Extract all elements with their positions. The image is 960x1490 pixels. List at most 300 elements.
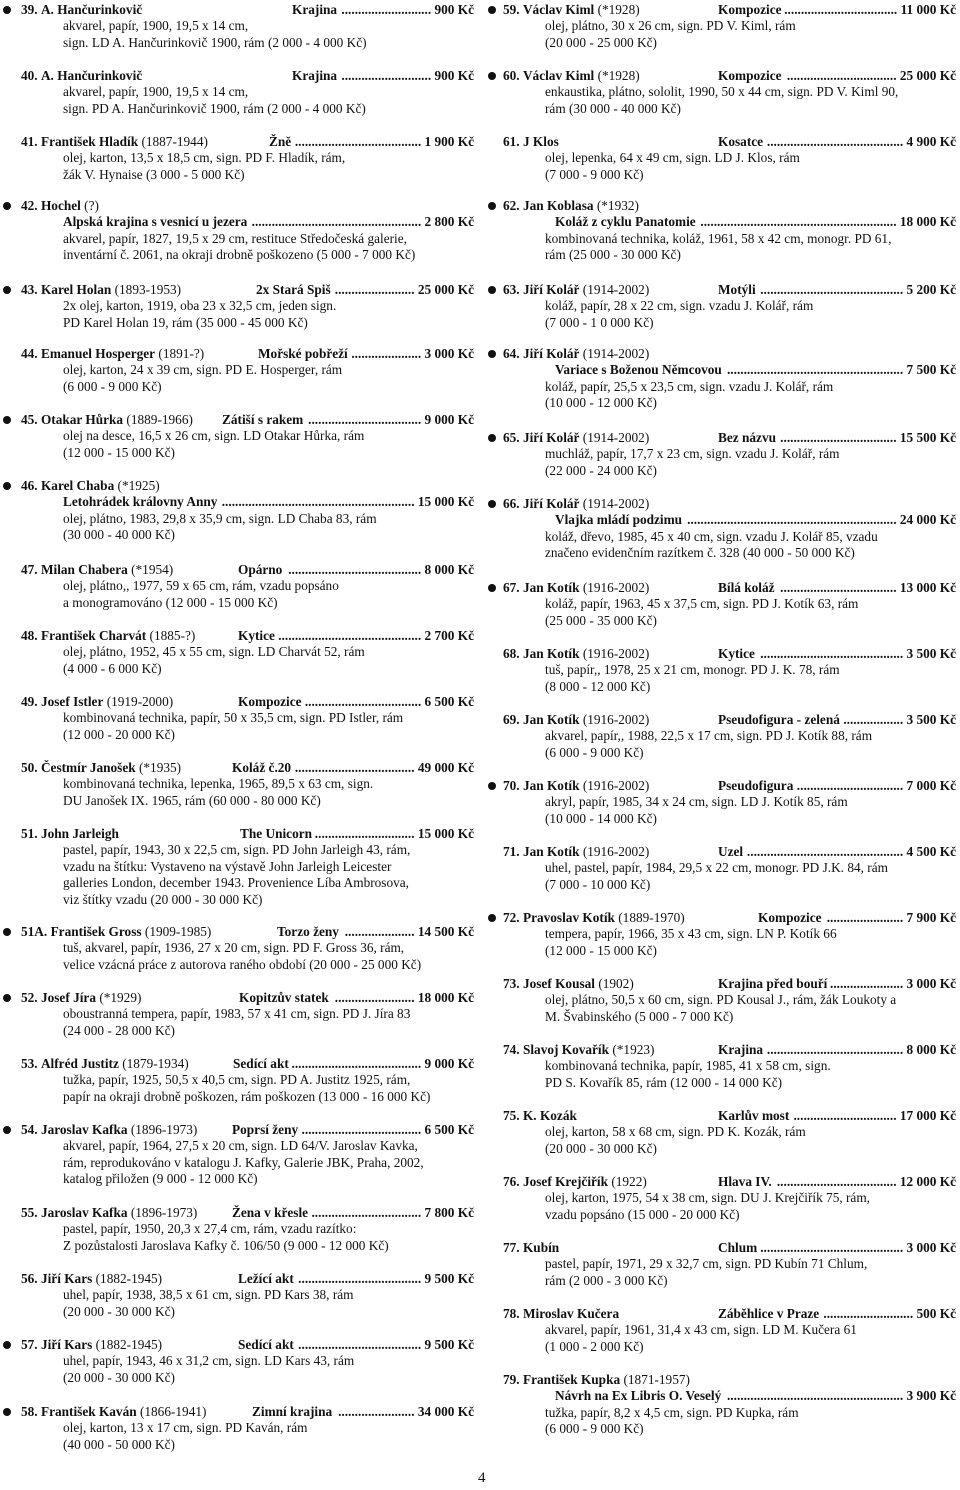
artist-dates: (1922): [611, 1174, 647, 1189]
lot-number: 51.: [21, 826, 38, 841]
leader-dots: ...................................: [304, 694, 422, 709]
starting-price: 8 000 Kč: [906, 1042, 956, 1057]
entry-heading: [0, 1056, 478, 1072]
description-line: papír na okraji drobně poškozen, rám poškozen (13 000 - 16 000 Kč): [63, 1088, 431, 1104]
description-line: katalog přiložen (9 000 - 12 000 Kč): [63, 1171, 258, 1187]
description-line: olej, lepenka, 64 x 49 cm, sign. LD J. Klos, rám: [545, 150, 800, 166]
artist-dates: (*1935): [138, 760, 182, 775]
catalog-entry: [486, 2, 960, 51]
catalog-entry: [486, 1240, 960, 1289]
artwork-description: [545, 446, 956, 479]
catalog-entry: [486, 1174, 960, 1223]
artist-dates: (1914-2002): [582, 430, 650, 445]
entry-heading: [486, 844, 960, 860]
artist-dates: (1871-1957): [623, 1372, 690, 1387]
leader-dots: .......................: [338, 1404, 415, 1419]
artist-name: Jiří Kolář: [522, 346, 580, 361]
entry-heading: [0, 346, 478, 362]
leader-dots: .........................................: [766, 1042, 904, 1057]
starting-price: 7 000 Kč: [906, 778, 956, 793]
catalog-entry: [0, 826, 478, 908]
artwork-title: Koláž z cyklu Panatomie: [555, 214, 696, 230]
catalog-entry: [486, 496, 960, 562]
catalog-entry: [0, 924, 478, 973]
lot-number: 78.: [503, 1306, 520, 1321]
entry-heading: [0, 282, 478, 298]
description-line: 2x olej, karton, 1919, oba 23 x 32,5 cm, jeden sign.: [63, 298, 337, 314]
artwork-description: [63, 1138, 474, 1187]
entry-heading: [0, 2, 478, 18]
entry-heading: [0, 1337, 478, 1353]
entry-heading: [486, 430, 960, 446]
artwork-description: [63, 231, 474, 264]
artwork-description: [545, 298, 956, 331]
starting-price: 6 500 Kč: [424, 1122, 474, 1137]
starting-price: 7 900 Kč: [906, 910, 956, 925]
leader-dots: .....................................................: [726, 1388, 904, 1404]
artist-name: František Hladík: [40, 134, 139, 149]
artwork-description: [545, 728, 956, 761]
artist-name: A. Hančurinkovič: [40, 2, 143, 17]
starting-price: 3 500 Kč: [906, 646, 956, 661]
artwork-description: [63, 362, 474, 395]
artwork-description: [545, 794, 956, 827]
artist-dates: (1889-1966): [126, 412, 193, 427]
catalog-entry: [0, 562, 478, 611]
description-line: olej, plátno, 30 x 26 cm, sign. PD V. Kiml, rám: [545, 18, 796, 34]
starting-price: 1 900 Kč: [424, 134, 474, 149]
lot-number: 52.: [21, 990, 38, 1005]
description-line: koláž, papír, 25,5 x 23,5 cm, sign. vzadu J. Kolář, rám: [545, 378, 834, 394]
artwork-description: [545, 379, 956, 412]
catalog-entry: [486, 910, 960, 959]
description-line: olej, karton, 58 x 68 cm, sign. PD K. Kozák, rám: [545, 1124, 806, 1140]
leader-dots: ..................................: [308, 412, 422, 427]
entry-heading: [0, 694, 478, 710]
artist-name: Václav Kiml: [522, 2, 595, 17]
artwork-title: The Unicorn: [240, 826, 313, 841]
artwork-description: [545, 992, 956, 1025]
artist-name: František Charvát: [40, 628, 147, 643]
lot-number: 73.: [503, 976, 520, 991]
catalog-entry: [486, 646, 960, 695]
lot-number: 43.: [21, 282, 38, 297]
lot-number: 41.: [21, 134, 38, 149]
starting-price: 900 Kč: [434, 2, 474, 17]
artwork-title: Žena v křesle: [232, 1205, 309, 1220]
description-line: rám (2 000 - 3 000 Kč): [545, 1272, 668, 1288]
lot-number: 40.: [21, 68, 38, 83]
description-line: Z pozůstalosti Jaroslava Kafky č. 106/50 (9 000 - 12 000 Kč): [63, 1237, 389, 1253]
leader-dots: ...................................: [780, 580, 897, 595]
artwork-description: [545, 860, 956, 893]
artist-name: Jiří Kolář: [522, 430, 580, 445]
catalog-entry: [0, 1205, 478, 1254]
description-line: akvarel, papír, 1827, 19,5 x 29 cm, restituce Středočeská galerie,: [63, 230, 407, 246]
artist-name: Alfréd Justitz: [40, 1056, 119, 1071]
artwork-title: Ležící akt: [238, 1271, 294, 1286]
description-line: kombinovaná technika, koláž, 1961, 58 x 42 cm, monogr. PD 61,: [545, 230, 892, 246]
leader-dots: .................................: [786, 68, 897, 83]
artwork-description: [545, 596, 956, 629]
artwork-title: Kompozice: [758, 910, 822, 925]
artist-dates: (1893-1953): [114, 282, 182, 297]
artwork-title: Sedící akt: [238, 1337, 294, 1352]
artist-dates: (1882-1945): [95, 1337, 163, 1352]
artist-name: Jiří Kolář: [522, 496, 580, 511]
description-line: tužka, papír, 1925, 50,5 x 40,5 cm, sign. PD A. Justitz 1925, rám,: [63, 1072, 411, 1088]
leader-dots: .......................................: [291, 1056, 422, 1071]
starting-price: 18 000 Kč: [417, 990, 474, 1005]
catalog-entry: [486, 778, 960, 827]
page-number: 4: [478, 1470, 486, 1486]
leader-dots: ......................: [830, 976, 904, 991]
artwork-description: [63, 578, 474, 611]
description-line: kombinovaná technika, papír, 50 x 35,5 cm, sign. PD Istler, rám: [63, 710, 404, 726]
artwork-description: [63, 84, 474, 117]
description-line: (6 000 - 9 000 Kč): [545, 744, 644, 760]
leader-dots: ........................: [334, 990, 415, 1005]
artwork-description: [63, 1353, 474, 1386]
artwork-title: Kompozice: [718, 68, 782, 83]
description-line: olej na desce, 16,5 x 26 cm, sign. LD Otakar Hůrka, rám: [63, 428, 365, 444]
artist-name: Jaroslav Kafka: [40, 1122, 128, 1137]
catalog-entry: [0, 198, 478, 264]
leader-dots: ..........................................................: [221, 494, 415, 510]
lot-number: 58.: [21, 1404, 38, 1419]
lot-number: 45.: [21, 412, 38, 427]
description-line: koláž, dřevo, 1985, 45 x 40 cm, sign. vzadu J. Kolář 85, vzadu: [545, 528, 878, 544]
artist-dates: (*1954): [131, 562, 174, 577]
entry-heading: [486, 976, 960, 992]
catalog-entry: [486, 1372, 960, 1438]
description-line: rám (30 000 - 40 000 Kč): [545, 100, 681, 116]
starting-price: 9 500 Kč: [424, 1337, 474, 1352]
starting-price: 2 800 Kč: [424, 214, 474, 230]
artwork-description: [545, 231, 956, 264]
artwork-title: Kosatce: [718, 134, 764, 149]
description-line: akvarel, papír, 1961, 31,4 x 43 cm, sign. LD M. Kučera 61: [545, 1322, 857, 1338]
description-line: tempera, papír, 1966, 35 x 43 cm, sign. LN P. Kotík 66: [545, 926, 837, 942]
description-line: DU Janošek IX. 1965, rám (60 000 - 80 000 Kč): [63, 792, 321, 808]
entry-heading: [486, 580, 960, 596]
description-line: kombinovaná technika, lepenka, 1965, 89,5 x 63 cm, sign.: [63, 776, 374, 792]
starting-price: 9 500 Kč: [424, 1271, 474, 1286]
artwork-title: Mořské pobřeží: [258, 346, 348, 361]
description-line: olej, plátno, 50,5 x 60 cm, sign. PD Kousal J., rám, žák Loukoty a: [545, 992, 897, 1008]
artwork-description: [63, 18, 474, 51]
leader-dots: ...........................................................: [700, 214, 897, 230]
leader-dots: .....................................: [298, 1271, 422, 1286]
description-line: olej, plátno, 1983, 29,8 x 35,9 cm, sign. LD Chaba 83, rám: [63, 510, 377, 526]
catalog-entry: [0, 1056, 478, 1105]
artwork-description: [545, 1190, 956, 1223]
leader-dots: ........................................: [288, 562, 422, 577]
entry-heading: [0, 134, 478, 150]
catalog-entry: [0, 760, 478, 809]
description-line: (6 000 - 9 000 Kč): [63, 378, 162, 394]
description-line: akvarel, papír, 1900, 19,5 x 14 cm,: [63, 18, 249, 34]
description-line: PD S. Kovařík 85, rám (12 000 - 14 000 Kč): [545, 1074, 783, 1090]
artist-name: J Klos: [522, 134, 559, 149]
artwork-title: Krajina: [718, 1042, 764, 1057]
starting-price: 15 500 Kč: [899, 430, 956, 445]
artwork-description: [63, 150, 474, 183]
description-line: olej, plátno,, 1977, 59 x 65 cm, rám, vzadu popsáno: [63, 578, 339, 594]
artwork-title: Letohrádek královny Anny: [63, 494, 218, 510]
entry-heading: [486, 1372, 960, 1388]
artist-name: Josef Krejčiřík: [522, 1174, 608, 1189]
artwork-description: [545, 150, 956, 183]
artist-dates: (1896-1973): [130, 1205, 198, 1220]
description-line: žák V. Hynaise (3 000 - 5 000 Kč): [63, 166, 245, 182]
lot-number: 47.: [21, 562, 38, 577]
entry-heading: [486, 1108, 960, 1124]
artist-dates: (1914-2002): [582, 496, 650, 511]
artwork-title: Vlajka mládí podzimu: [555, 512, 683, 528]
artist-dates: (*1923): [612, 1042, 655, 1057]
starting-price: 49 000 Kč: [417, 760, 474, 775]
description-line: olej, karton, 1975, 54 x 38 cm, sign. DU J. Krejčiřík 75, rám,: [545, 1190, 870, 1206]
artist-dates: (1879-1934): [122, 1056, 189, 1071]
artwork-title: Krajina: [292, 68, 338, 83]
artist-dates: (1866-1941): [139, 1404, 207, 1419]
description-line: (6 000 - 9 000 Kč): [545, 1421, 644, 1437]
description-line: (7 000 - 10 000 Kč): [545, 876, 651, 892]
entry-heading: [486, 1240, 960, 1256]
catalog-entry: [486, 1042, 960, 1091]
leader-dots: ...................................: [780, 430, 897, 445]
lot-number: 66.: [503, 496, 520, 511]
entry-heading: [0, 1404, 478, 1420]
artist-name: Pravoslav Kotík: [522, 910, 615, 925]
leader-dots: ....................................: [301, 1122, 422, 1137]
entry-heading: [0, 628, 478, 644]
artist-dates: (1916-2002): [582, 712, 650, 727]
artist-dates: (1882-1945): [95, 1271, 163, 1286]
starting-price: 18 000 Kč: [899, 214, 956, 230]
artwork-title: Pseudofigura - zelená: [718, 712, 840, 727]
description-line: kombinovaná technika, papír, 1985, 41 x 58 cm, sign.: [545, 1058, 831, 1074]
description-line: velice vzácná práce z autorova raného období (20 000 - 25 000 Kč): [63, 956, 422, 972]
artist-name: František Gross: [50, 924, 142, 939]
artist-dates: (1916-2002): [582, 580, 650, 595]
artist-dates: (*1929): [99, 990, 142, 1005]
artwork-description: [545, 1058, 956, 1091]
artwork-description: [545, 529, 956, 562]
description-line: olej, karton, 24 x 39 cm, sign. PD E. Hosperger, rám: [63, 362, 343, 378]
lot-number: 55.: [21, 1205, 38, 1220]
entry-heading: [486, 346, 960, 362]
artist-dates: (*1925): [117, 478, 160, 493]
lot-number: 76.: [503, 1174, 520, 1189]
artwork-title: Krajina: [292, 2, 338, 17]
artist-dates: (?): [84, 198, 99, 213]
description-line: (40 000 - 50 000 Kč): [63, 1436, 175, 1452]
leader-dots: .....................................: [298, 1337, 422, 1352]
starting-price: 500 Kč: [916, 1306, 956, 1321]
lot-number: 64.: [503, 346, 520, 361]
lot-number: 75.: [503, 1108, 520, 1123]
description-line: (1 000 - 2 000 Kč): [545, 1338, 644, 1354]
entry-heading: [0, 760, 478, 776]
artwork-description: [63, 842, 474, 908]
artist-name: Jan Koblasa: [522, 198, 594, 213]
starting-price: 11 000 Kč: [900, 2, 956, 17]
artwork-title: Uzel: [718, 844, 744, 859]
artist-name: Slavoj Kovařík: [522, 1042, 610, 1057]
description-line: (12 000 - 20 000 Kč): [63, 726, 175, 742]
entry-heading: [486, 1042, 960, 1058]
artwork-title: Bílá koláž: [718, 580, 775, 595]
artwork-title: Bez názvu: [718, 430, 776, 445]
artist-name: Čestmír Janošek: [40, 760, 136, 775]
description-line: akryl, papír, 1985, 34 x 24 cm, sign. LD J. Kotík 85, rám: [545, 794, 848, 810]
entry-heading: [486, 1174, 960, 1190]
artist-name: Jan Kotík: [522, 778, 580, 793]
starting-price: 4 900 Kč: [906, 134, 956, 149]
catalog-entry: [486, 844, 960, 893]
artist-name: František Kupka: [522, 1372, 621, 1387]
catalog-entry: [486, 1108, 960, 1157]
starting-price: 25 000 Kč: [417, 282, 474, 297]
artist-name: Jan Kotík: [522, 844, 580, 859]
artwork-title: Žně: [269, 134, 292, 149]
starting-price: 9 000 Kč: [424, 412, 474, 427]
leader-dots: ................................: [796, 778, 904, 793]
lot-number: 63.: [503, 282, 520, 297]
description-line: (20 000 - 30 000 Kč): [545, 1140, 657, 1156]
catalog-entry: [486, 430, 960, 479]
entry-heading: [0, 562, 478, 578]
artwork-description: [63, 1006, 474, 1039]
entry-heading: [486, 2, 960, 18]
artist-name: Jiří Kars: [40, 1271, 93, 1286]
catalog-entry: [0, 694, 478, 743]
entry-heading: [486, 496, 960, 512]
leader-dots: ...............................................: [746, 844, 904, 859]
starting-price: 3 000 Kč: [906, 1240, 956, 1255]
description-line: (12 000 - 15 000 Kč): [545, 942, 657, 958]
description-line: (8 000 - 12 000 Kč): [545, 678, 651, 694]
starting-price: 4 500 Kč: [906, 844, 956, 859]
leader-dots: ...........................................: [760, 1240, 904, 1255]
description-line: M. Švabinského (5 000 - 7 000 Kč): [545, 1008, 734, 1024]
starting-price: 24 000 Kč: [899, 512, 956, 528]
description-line: (30 000 - 40 000 Kč): [63, 527, 175, 543]
entry-heading: [486, 1306, 960, 1322]
artwork-description: [63, 776, 474, 809]
starting-price: 15 000 Kč: [417, 494, 474, 510]
artist-name: Jaroslav Kafka: [40, 1205, 128, 1220]
description-line: (7 000 - 9 000 Kč): [545, 166, 644, 182]
artwork-title: Zátiší s rakem: [222, 412, 304, 427]
entry-heading: [0, 924, 478, 940]
artwork-title: Kytice: [718, 646, 755, 661]
catalog-entry: [0, 2, 478, 51]
catalog-entry: [486, 282, 960, 331]
description-line: koláž, papír, 28 x 22 cm, sign. vzadu J. Kolář, rám: [545, 298, 814, 314]
description-line: (20 000 - 30 000 Kč): [63, 1369, 175, 1385]
leader-dots: ...........................................: [760, 282, 904, 297]
artist-dates: (1891-?): [158, 346, 205, 361]
lot-number: 67.: [503, 580, 520, 595]
lot-number: 46.: [21, 478, 38, 493]
description-line: akvarel, papír, 1964, 27,5 x 20 cm, sign. LD 64/V. Jaroslav Kavka,: [63, 1138, 418, 1154]
starting-price: 9 000 Kč: [424, 1056, 474, 1071]
description-line: pastel, papír, 1950, 20,3 x 27,4 cm, rám, vzadu razítko:: [63, 1221, 357, 1237]
artwork-description: [63, 1221, 474, 1254]
description-line: muchláž, papír, 17,7 x 23 cm, sign. vzadu J. Kolář, rám: [545, 446, 840, 462]
artwork-title: Alpská krajina s vesnicí u jezera: [63, 214, 248, 230]
catalog-entry: [0, 412, 478, 461]
catalog-entry: [486, 68, 960, 117]
description-line: akvarel, papír, 1900, 19,5 x 14 cm,: [63, 84, 249, 100]
description-line: (4 000 - 6 000 Kč): [63, 660, 162, 676]
lot-number: 39.: [21, 2, 38, 17]
artwork-description: [545, 1256, 956, 1289]
entry-heading: [0, 826, 478, 842]
artwork-title: 2x Stará Spiš: [256, 282, 331, 297]
description-line: oboustranná tempera, papír, 1983, 57 x 41 cm, sign. PD J. Jíra 83: [63, 1006, 411, 1022]
catalog-entry: [486, 712, 960, 761]
artist-dates: (1916-2002): [582, 844, 650, 859]
description-line: olej, karton, 13,5 x 18,5 cm, sign. PD F. Hladík, rám,: [63, 150, 346, 166]
description-line: sign. PD A. Hančurinkovič 1900, rám (2 000 - 4 000 Kč): [63, 100, 366, 116]
lot-number: 49.: [21, 694, 38, 709]
leader-dots: .....................: [351, 346, 422, 361]
lot-number: 57.: [21, 1337, 38, 1352]
lot-number: 51A.: [21, 924, 48, 939]
description-line: koláž, papír, 1963, 45 x 37,5 cm, sign. PD J. Kotík 63, rám: [545, 596, 859, 612]
entry-heading: [0, 990, 478, 1006]
artwork-title: Kytice: [238, 628, 275, 643]
leader-dots: .....................: [344, 924, 415, 939]
catalog-entry: [486, 580, 960, 629]
catalog-entry: [0, 1122, 478, 1188]
description-line: tuš, akvarel, papír, 1936, 27 x 20 cm, sign. PD F. Gross 36, rám,: [63, 940, 405, 956]
description-line: vzadu na štítku: Vystaveno na výstavě John Jarleigh Leicester: [63, 858, 392, 874]
artist-dates: (*1932): [596, 198, 639, 213]
artist-name: Jiří Kars: [40, 1337, 93, 1352]
lot-number: 61.: [503, 134, 520, 149]
artist-name: Karel Holan: [40, 282, 112, 297]
lot-number: 60.: [503, 68, 520, 83]
entry-heading: [0, 1271, 478, 1287]
entry-heading: [486, 910, 960, 926]
leader-dots: ...........................: [341, 68, 432, 83]
description-line: (10 000 - 12 000 Kč): [545, 395, 657, 411]
starting-price: 3 000 Kč: [906, 976, 956, 991]
artwork-description: [545, 926, 956, 959]
leader-dots: ...........................................: [278, 628, 422, 643]
starting-price: 17 000 Kč: [899, 1108, 956, 1123]
catalog-entry: [0, 282, 478, 331]
artwork-description: [63, 298, 474, 331]
leader-dots: ......................................: [294, 134, 422, 149]
starting-price: 25 000 Kč: [899, 68, 956, 83]
leader-dots: ...............................: [793, 1108, 897, 1123]
artist-name: Hochel: [40, 198, 81, 213]
artwork-description: [545, 1124, 956, 1157]
description-line: pastel, papír, 1971, 29 x 32,7 cm, sign. PD Kubín 71 Chlum,: [545, 1256, 868, 1272]
catalog-entry: [486, 976, 960, 1025]
leader-dots: ...............................................................: [687, 512, 897, 528]
starting-price: 7 500 Kč: [906, 362, 956, 378]
description-line: (10 000 - 14 000 Kč): [545, 810, 657, 826]
catalog-entry: [0, 990, 478, 1039]
lot-number: 44.: [21, 346, 38, 361]
